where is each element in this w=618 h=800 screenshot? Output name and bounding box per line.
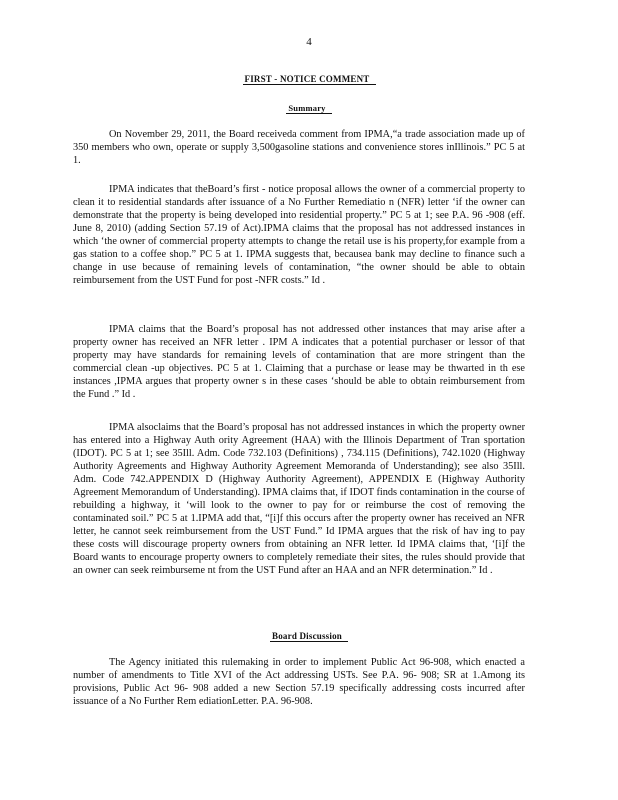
summary-heading-text: Summary (286, 103, 331, 114)
page-number: 4 (306, 36, 312, 48)
summary-heading (0, 103, 618, 113)
paragraph-agency-rulemaking: The Agency initiated this rulemaking in order to implement Public Act 96-908, which enacted a number of amendments to Title XVI of the Act addressing USTs. See P.A. 96- 908; SR at 1.Among its provisions, Public Act 96- 908 added a new Section 57.19 specifically addressing costs incurred after issuance of a No Further Rem ediationLetter. P.A. 96-908. (73, 657, 525, 707)
board-discussion-heading-text: Board Discussion (270, 631, 348, 642)
paragraph-ipma-purchaser-lessor: IPMA claims that the Board’s proposal has not addressed other instances that may arise after a property owner has received an NFR letter . IPM A indicates that a potential purchaser or lessor of that property may have standards for remaining levels of contamination that are more stringent than the commercial clean -up objectives. PC 5 at 1. Claiming that a purchase or lease may be thwarted in th ese instances ,IPMA argues that property owner s in these cases ‘should be able to obtain reimbursement from the Fund .” Id . (73, 324, 525, 400)
first-notice-comment-heading-text: FIRST - NOTICE COMMENT (243, 74, 376, 85)
first-notice-comment-heading (0, 74, 618, 84)
paragraph-ipma-commercial-property: IPMA indicates that theBoard’s first - notice proposal allows the owner of a commercial property to clean it to residential standards after issuance of a No Further Remediatio n (NFR) letter ‘if the owner can demonstrate that the property is being developed into residential property.” PC 5 at 1; see P.A. 96 -908 (eff. June 8, 2010) (adding Section 57.19 of Act).IPMA claims that the proposal has not addressed instances in which ‘the owner of commercial property attempts to change the retail use is his property,for example from a gas station to a coffee shop.” PC 5 at 1. IPMA suggests that, becausea bank may decline to finance such a change in use because of remaining levels of contamination, “the owner should be able to obtain reimbursement from the UST Fund for post -NFR costs.” Id . (73, 184, 525, 286)
board-discussion-heading (0, 631, 618, 641)
paragraph-ipma-highway-authority: IPMA alsoclaims that the Board’s proposal has not addressed instances in which the property owner has entered into a Highway Auth ority Agreement (HAA) with the Illinois Department of Tran sportation (IDOT). PC 5 at 1; see 35Ill. Adm. Code 732.103 (Definitions) , 734.115 (Definitions), 742.1020 (Highway Authority Agreements and Highway Authority Agreement Memoranda of Understanding); see also 35Ill. Adm. Code 742.APPENDIX D (Highway Authority Agreement), APPENDIX E (Highway Authority Agreement Memorandum of Understanding). IPMA claims that, if IDOT finds contamination in the course of rebuilding a highway, it ‘will look to the owner to pay for or reimburse the cost of removing the contaminated soil.” PC 5 at 1.IPMA add that, “[i]f this occurs after the property owner has received an NFR letter, he cannot seek reimbursement from the UST Fund.” Id IPMA argues that the risk of hav ing to pay these costs will discourage property owners from obtaining an NFR letter. Id IPMA claims that, ‘[i]f the Board wants to encourage property owners to completely remediate their sites, the rules should provide that an owner can seek reimburseme nt from the UST Fund after an HAA and an NFR determination.” Id . (73, 422, 525, 576)
paragraph-ipma-comment-received: On November 29, 2011, the Board receiveda comment from IPMA,“a trade association made up of 350 members who own, operate or supply 3,500gasoline stations and convenience stores inIllinois.” PC 5 at 1. (73, 129, 525, 166)
